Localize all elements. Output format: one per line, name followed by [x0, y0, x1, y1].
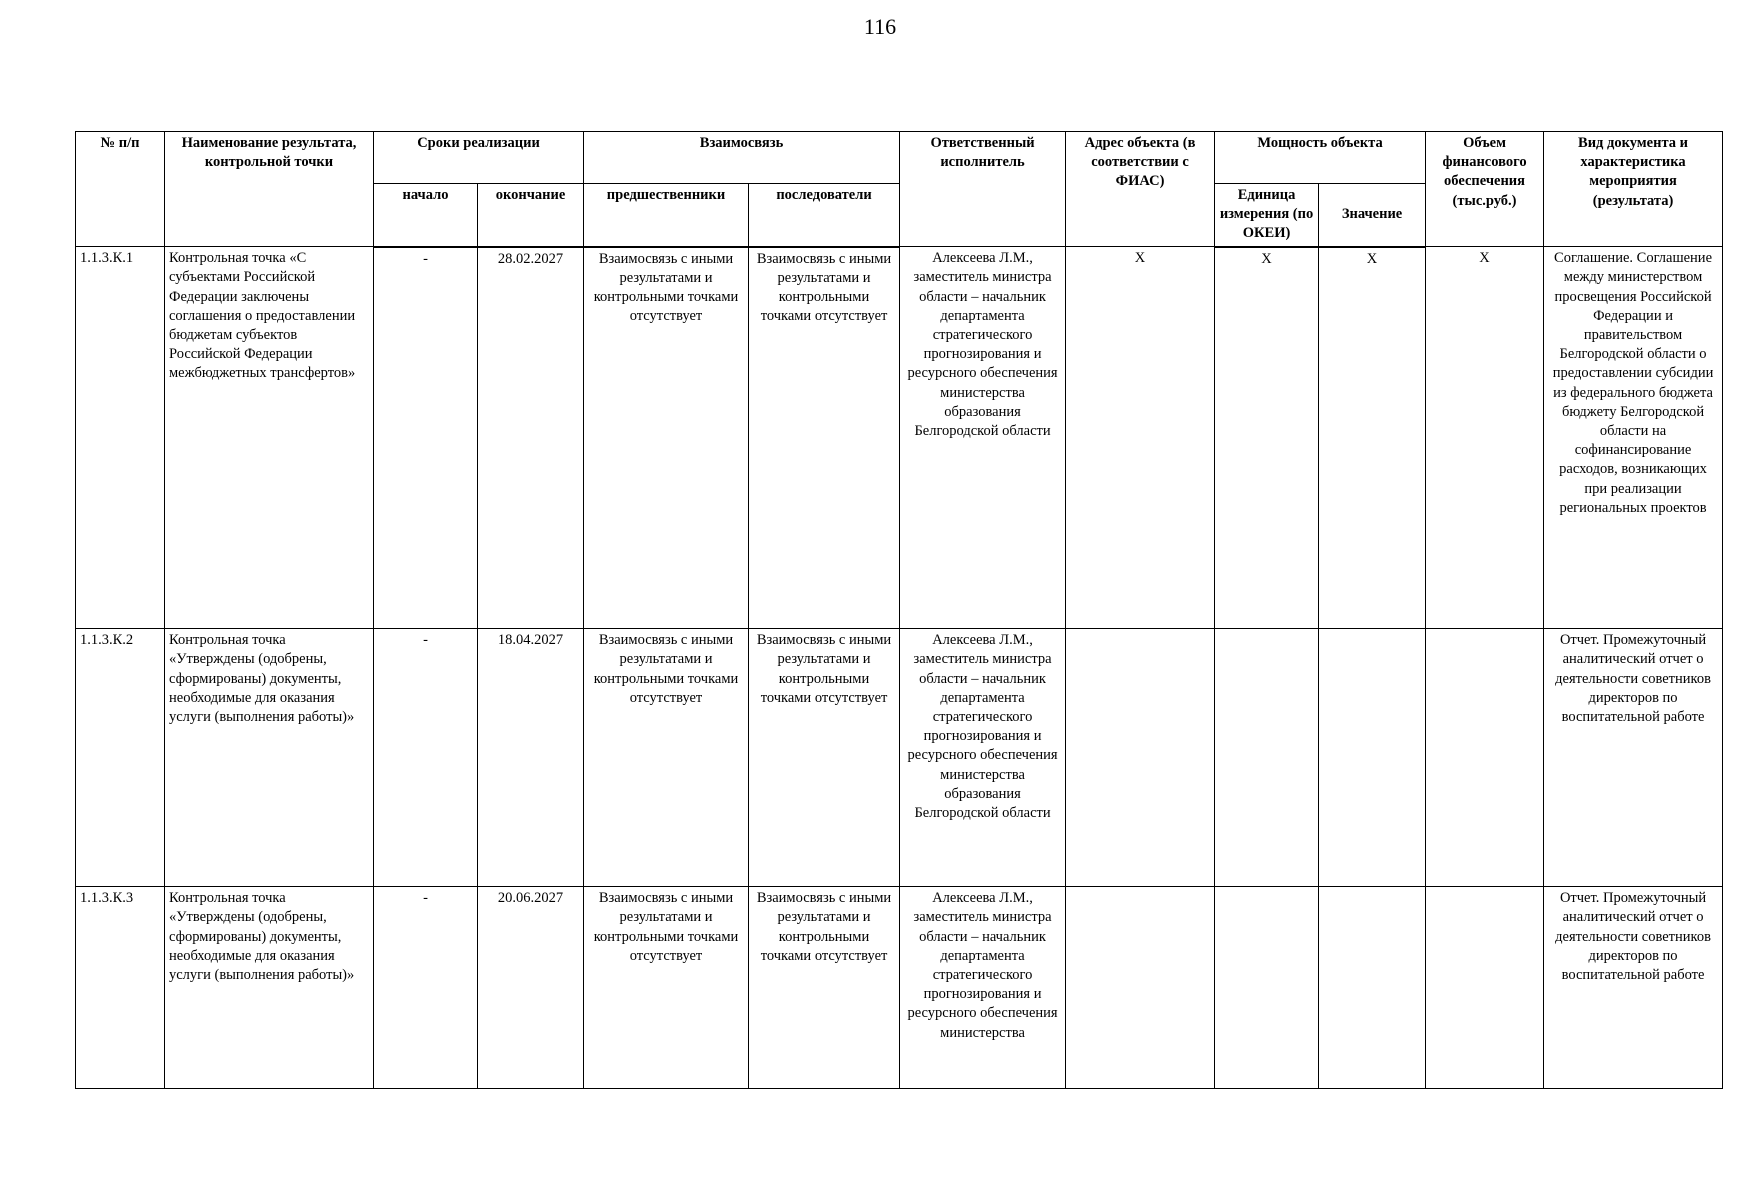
row-predecessors: Взаимосвязь с иными результатами и контрольными точками отсутствует: [584, 247, 749, 629]
header-unit: Единица измерения (по ОКЕИ): [1215, 184, 1319, 247]
row-start: -: [374, 247, 478, 629]
row-successors: Взаимосвязь с иными результатами и контрольными точками отсутствует: [749, 247, 900, 629]
row-successors: Взаимосвязь с иными результатами и контрольными точками отсутствует: [749, 887, 900, 1089]
row-num: 1.1.3.К.1: [76, 247, 165, 629]
row-end: 18.04.2027: [478, 629, 584, 887]
header-capacity: Мощность объекта: [1215, 132, 1426, 184]
row-doc-type: Отчет. Промежуточный аналитический отчет о деятельности советников директоров по воспитательной работе: [1544, 887, 1723, 1089]
row-funding: [1426, 629, 1544, 887]
row-unit: [1215, 629, 1319, 887]
header-address: Адрес объекта (в соответствии с ФИАС): [1066, 132, 1215, 247]
header-terms: Сроки реализации: [374, 132, 584, 184]
row-end: 28.02.2027: [478, 247, 584, 629]
row-address: X: [1066, 247, 1215, 629]
row-funding: [1426, 887, 1544, 1089]
row-value: [1319, 629, 1426, 887]
row-successors: Взаимосвязь с иными результатами и контрольными точками отсутствует: [749, 629, 900, 887]
row-doc-type: Отчет. Промежуточный аналитический отчет о деятельности советников директоров по воспитательной работе: [1544, 629, 1723, 887]
table-row: [76, 629, 1723, 887]
row-doc-type: Соглашение. Соглашение между министерством просвещения Российской Федерации и правительством Белгородской области о предоставлении субсидии из федерального бюджета бюджету Белгородской области на софинансирование расходов, возникающих при реализации региональных проектов: [1544, 247, 1723, 629]
row-responsible: Алексеева Л.М., заместитель министра области – начальник департамента стратегического прогнозирования и ресурсного обеспечения министерства: [900, 887, 1066, 1089]
row-responsible: Алексеева Л.М., заместитель министра области – начальник департамента стратегического прогнозирования и ресурсного обеспечения министерства образования Белгородской области: [900, 629, 1066, 887]
row-start: -: [374, 629, 478, 887]
header-name: Наименование результата, контрольной точки: [165, 132, 374, 247]
row-num: 1.1.3.К.2: [76, 629, 165, 887]
page-number: 116: [863, 14, 897, 39]
row-address: [1066, 629, 1215, 887]
header-doc-type: Вид документа и характеристика мероприятия (результата): [1544, 132, 1723, 247]
header-successors: последователи: [749, 184, 900, 247]
row-predecessors: Взаимосвязь с иными результатами и контрольными точками отсутствует: [584, 629, 749, 887]
header-start: начало: [374, 184, 478, 247]
header-end: окончание: [478, 184, 584, 247]
row-unit: X: [1215, 247, 1319, 629]
row-num: 1.1.3.К.3: [76, 887, 165, 1089]
header-relation: Взаимосвязь: [584, 132, 900, 184]
row-value: X: [1319, 247, 1426, 629]
table-row: [76, 247, 1723, 629]
row-value: [1319, 887, 1426, 1089]
header-responsible: Ответственный исполнитель: [900, 132, 1066, 247]
row-name: Контрольная точка «Утверждены (одобрены, сформированы) документы, необходимые для оказания услуги (выполнения работы)»: [165, 887, 374, 1089]
row-responsible: Алексеева Л.М., заместитель министра области – начальник департамента стратегического прогнозирования и ресурсного обеспечения министерства образования Белгородской области: [900, 247, 1066, 629]
control-points-table: [75, 131, 1723, 1089]
row-funding: X: [1426, 247, 1544, 629]
row-address: [1066, 887, 1215, 1089]
header-funding: Объем финансового обеспечения (тыс.руб.): [1426, 132, 1544, 247]
row-name: Контрольная точка «Утверждены (одобрены, сформированы) документы, необходимые для оказания услуги (выполнения работы)»: [165, 629, 374, 887]
row-name: Контрольная точка «С субъектами Российской Федерации заключены соглашения о предоставлении бюджетам субъектов Российской Федерации межбюджетных трансфертов»: [165, 247, 374, 629]
header-predecessors: предшественники: [584, 184, 749, 247]
table-row: [76, 887, 1723, 1089]
row-unit: [1215, 887, 1319, 1089]
header-num: № п/п: [76, 132, 165, 247]
row-start: -: [374, 887, 478, 1089]
row-predecessors: Взаимосвязь с иными результатами и контрольными точками отсутствует: [584, 887, 749, 1089]
row-end: 20.06.2027: [478, 887, 584, 1089]
header-value: Значение: [1319, 184, 1426, 247]
